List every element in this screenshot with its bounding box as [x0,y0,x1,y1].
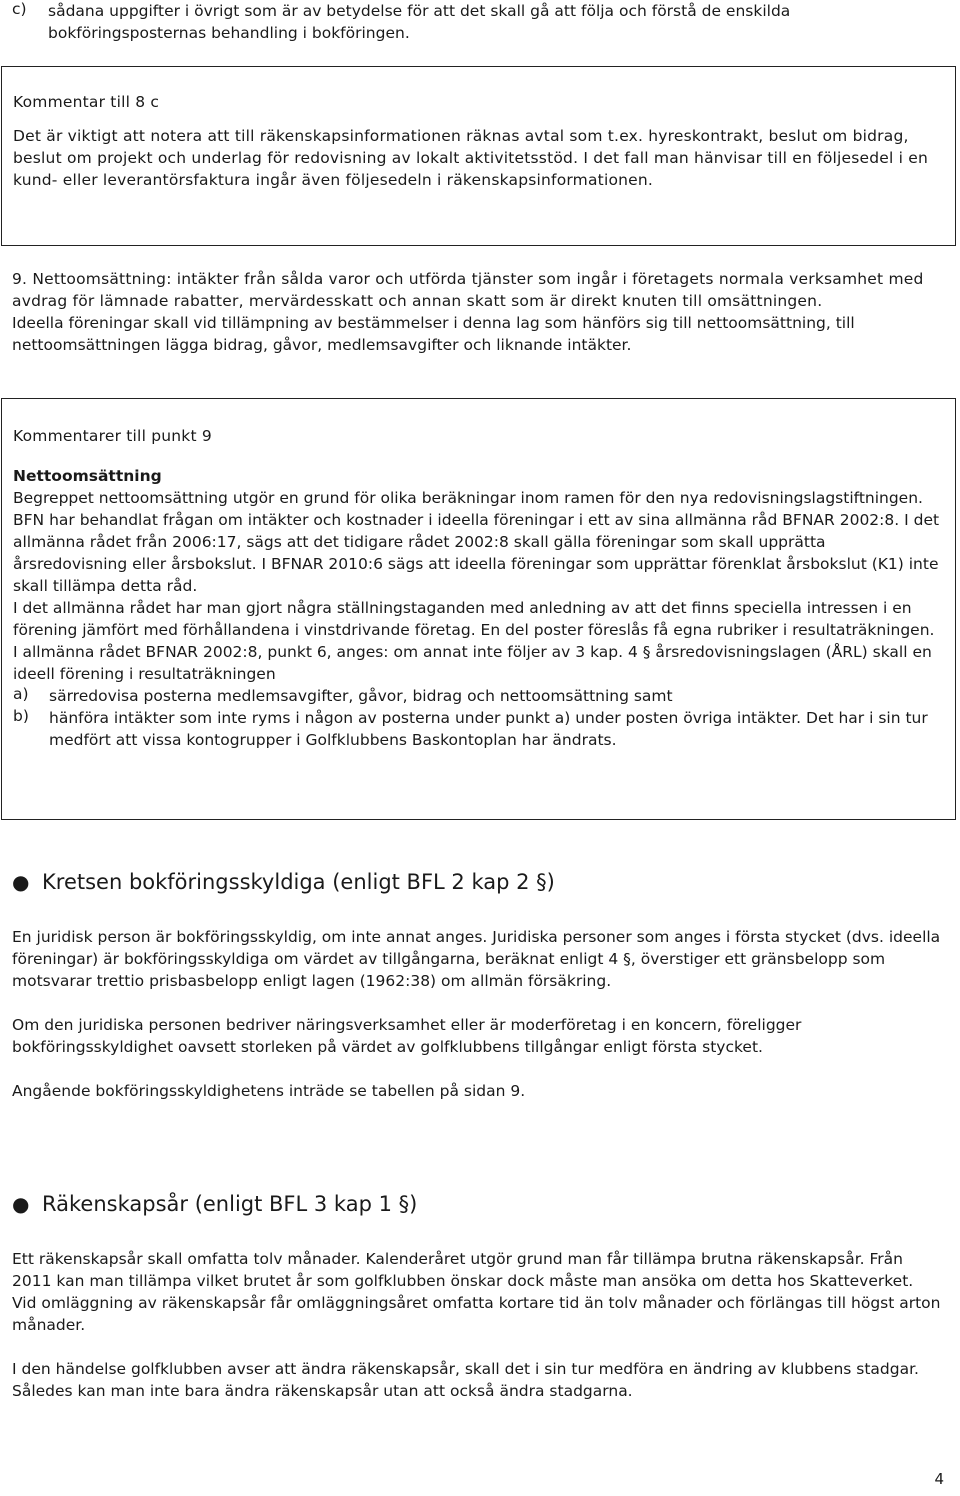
paragraph: Om den juridiska personen bedriver näringsverksamhet eller är moderföretag i en koncern, föreligger bokföringsskyldighet oavsett storleken på värdet av golfklubbens tillgångar enligt första stycket. [12,1016,802,1056]
item-text: sådana uppgifter i övrigt som är av betydelse för att det skall gå att följa och förstå de enskilda bokföringsposternas behandling i bokföringen. [48,2,791,42]
bullet-icon: ● [12,870,30,894]
page-number: 4 [934,1470,944,1488]
paragraph: Ett räkenskapsår skall omfatta tolv månader. Kalenderåret utgör grund man får tillämpa brutna räkenskapsår. Från 2011 kan man tillämpa vilket brutet år som golfklubben önskar dock måste man ansöka om detta hos Skatteverket. [12,1250,914,1290]
point-9 [12,268,942,356]
point-9-definition: 9. Nettoomsättning: intäkter från sålda varor och utförda tjänster som ingår i företagets normala verksamhet med avdrag för lämnade rabatter, mervärdesskatt och annan skatt som är direkt knuten till omsättningen. [12,270,924,310]
comment-box-8c [1,66,956,246]
item-label: a) [13,685,29,703]
paragraph: Angående bokföringsskyldighetens inträde se tabellen på sidan 9. [12,1082,526,1100]
list-item-c [12,0,942,44]
item-label: b) [13,707,29,725]
paragraph: Vid omläggning av räkenskapsår får omläggningsåret omfatta kortare tid än tolv månader och förlängas till högst arton månader. [12,1294,941,1334]
item-label: c) [12,0,27,18]
box-subheading: Nettoomsättning [13,467,162,485]
box-list-item-a [13,685,943,707]
box-text: Det är viktigt att notera att till räkenskapsinformationen räknas avtal som t.ex. hyreskontrakt, beslut om bidrag, beslut om projekt och underlag för redovisning av lokalt aktivitetsstöd. I det fall man hänvisar till en följesedel i en kund- eller leverantörsfaktura ingår även följesedeln i räkenskapsinformationen. [13,127,929,189]
paragraph: I den händelse golfklubben avser att ändra räkenskapsår, skall det i sin tur medföra en ändring av klubbens stadgar. Således kan man inte bara ändra räkenskapsår utan att också ändra stadgarna. [12,1360,919,1400]
comment-box-9 [1,398,956,820]
point-9-ideella: Ideella föreningar skall vid tillämpning av bestämmelser i denna lag som hänförs sig till nettoomsättning, till nettoomsättningen lägga bidrag, gåvor, medlemsavgifter och liknande intäkter. [12,314,855,354]
box-heading: Kommentar till 8 c [13,93,160,111]
section-rakenskapsar-body [12,1248,942,1402]
heading-text: Räkenskapsår (enligt BFL 3 kap 1 §) [42,1192,418,1216]
section-heading-rakenskapsar [12,1192,417,1216]
section-heading-kretsen [12,870,555,894]
section-kretsen-body [12,926,942,1102]
paragraph: En juridisk person är bokföringsskyldig, om inte annat anges. Juridiska personer som anges i första stycket (dvs. ideella föreningar) är bokföringsskyldiga om värdet av tillgångarna, beräknat enligt 4 §, överstiger ett gränsbelopp som motsvarar trettio prisbasbelopp enligt lagen (1962:38) om allmän försäkring. [12,928,941,990]
box-heading: Kommentarer till punkt 9 [13,427,212,445]
box-paragraph: Begreppet nettoomsättning utgör en grund för olika beräkningar inom ramen för den nya redovisningslagstiftningen. BFN har behandlat frågan om intäkter och kostnader i ideella föreningar i ett av sina allmänna råd BFNAR 2002:8. I det allmänna rådet från 2006:17, sägs att det tidigare rådet 2002:8 skall gälla föreningar som skall upprätta årsredovisning eller årsbokslut. I BFNAR 2010:6 sägs att ideella föreningar som upprättar förenklat årsbokslut (K1) inte skall tillämpa detta råd. [13,489,940,595]
heading-text: Kretsen bokföringsskyldiga (enligt BFL 2 kap 2 §) [42,870,555,894]
box-paragraph: I allmänna rådet BFNAR 2002:8, punkt 6, anges: om annat inte följer av 3 kap. 4 § årsredovisningslagen (ÅRL) skall en ideell förening i resultaträkningen [13,643,932,683]
item-text: särredovisa posterna medlemsavgifter, gåvor, bidrag och nettoomsättning samt [49,687,673,705]
bullet-icon: ● [12,1192,30,1216]
box-paragraph: I det allmänna rådet har man gjort några ställningstaganden med anledning av att det finns speciella intressen i en förening jämfört med förhållandena i vinstdrivande företag. En del poster föreslås få egna rubriker i resultaträkningen. [13,599,935,639]
item-text: hänföra intäkter som inte ryms i någon av posterna under punkt a) under posten övriga intäkter. Det har i sin tur medfört att vissa kontogrupper i Golfklubbens Baskontoplan har ändrats. [49,709,928,749]
box-list-item-b [13,707,943,751]
